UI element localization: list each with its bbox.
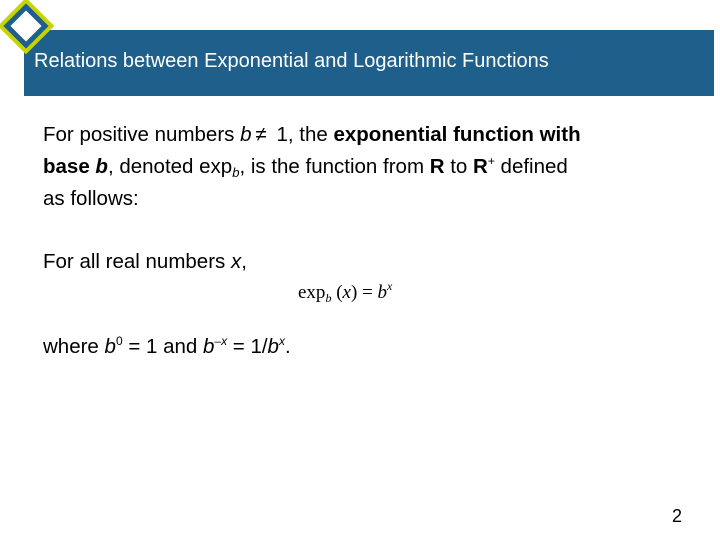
variable-b: b bbox=[240, 123, 252, 146]
definition-term: base bbox=[43, 155, 96, 178]
formula-subscript-b: b bbox=[325, 291, 332, 305]
formula-paren: ( bbox=[331, 282, 343, 303]
title-bar bbox=[24, 30, 714, 96]
variable-b: b bbox=[202, 335, 215, 358]
definition-text: 1, the bbox=[270, 123, 334, 146]
exponent-zero: 0 bbox=[115, 334, 123, 348]
where-text: = 1/ bbox=[227, 335, 268, 358]
where-text: = 1 and bbox=[122, 335, 203, 358]
for-all-text: , bbox=[241, 250, 247, 273]
formula-equals: = bbox=[362, 282, 373, 303]
where-text: . bbox=[284, 335, 291, 358]
real-numbers-symbol: R bbox=[429, 155, 445, 178]
definition-text: , denoted exp bbox=[107, 155, 233, 178]
variable-b: b bbox=[267, 335, 279, 358]
definition-paragraph bbox=[43, 119, 581, 215]
for-all-line bbox=[43, 246, 247, 278]
definition-text: to bbox=[444, 155, 474, 178]
positive-superscript: + bbox=[487, 154, 495, 168]
formula-base-b: b bbox=[372, 282, 387, 303]
formula-arg-x: x bbox=[342, 282, 351, 303]
for-all-text: For all real numbers bbox=[43, 250, 231, 273]
variable-b: b bbox=[95, 155, 108, 178]
formula-exponent-x: x bbox=[387, 279, 393, 293]
definition-text: For positive numbers bbox=[43, 123, 241, 146]
not-equal-symbol: ≠ bbox=[255, 123, 267, 146]
variable-x: x bbox=[230, 250, 242, 273]
page-number: 2 bbox=[672, 506, 683, 526]
exponent-negative-x: –x bbox=[214, 334, 228, 348]
subscript-b: b bbox=[232, 165, 240, 180]
definition-text: defined bbox=[494, 155, 568, 178]
slide-title: Relations between Exponential and Logarithmic Functions bbox=[34, 50, 549, 72]
formula-paren: ) bbox=[350, 282, 363, 303]
definition-text: , is the function from bbox=[239, 155, 430, 178]
definition-term: exponential function with bbox=[333, 123, 581, 146]
where-line bbox=[43, 331, 291, 363]
variable-b: b bbox=[104, 335, 116, 358]
real-numbers-symbol: R bbox=[473, 155, 488, 178]
exp-function-name: exp bbox=[298, 282, 326, 303]
exp-formula bbox=[298, 279, 393, 305]
exponent-x: x bbox=[278, 334, 285, 348]
where-text: where bbox=[43, 335, 105, 358]
definition-text: as follows: bbox=[43, 187, 139, 210]
diamond-logo-center bbox=[10, 10, 41, 41]
